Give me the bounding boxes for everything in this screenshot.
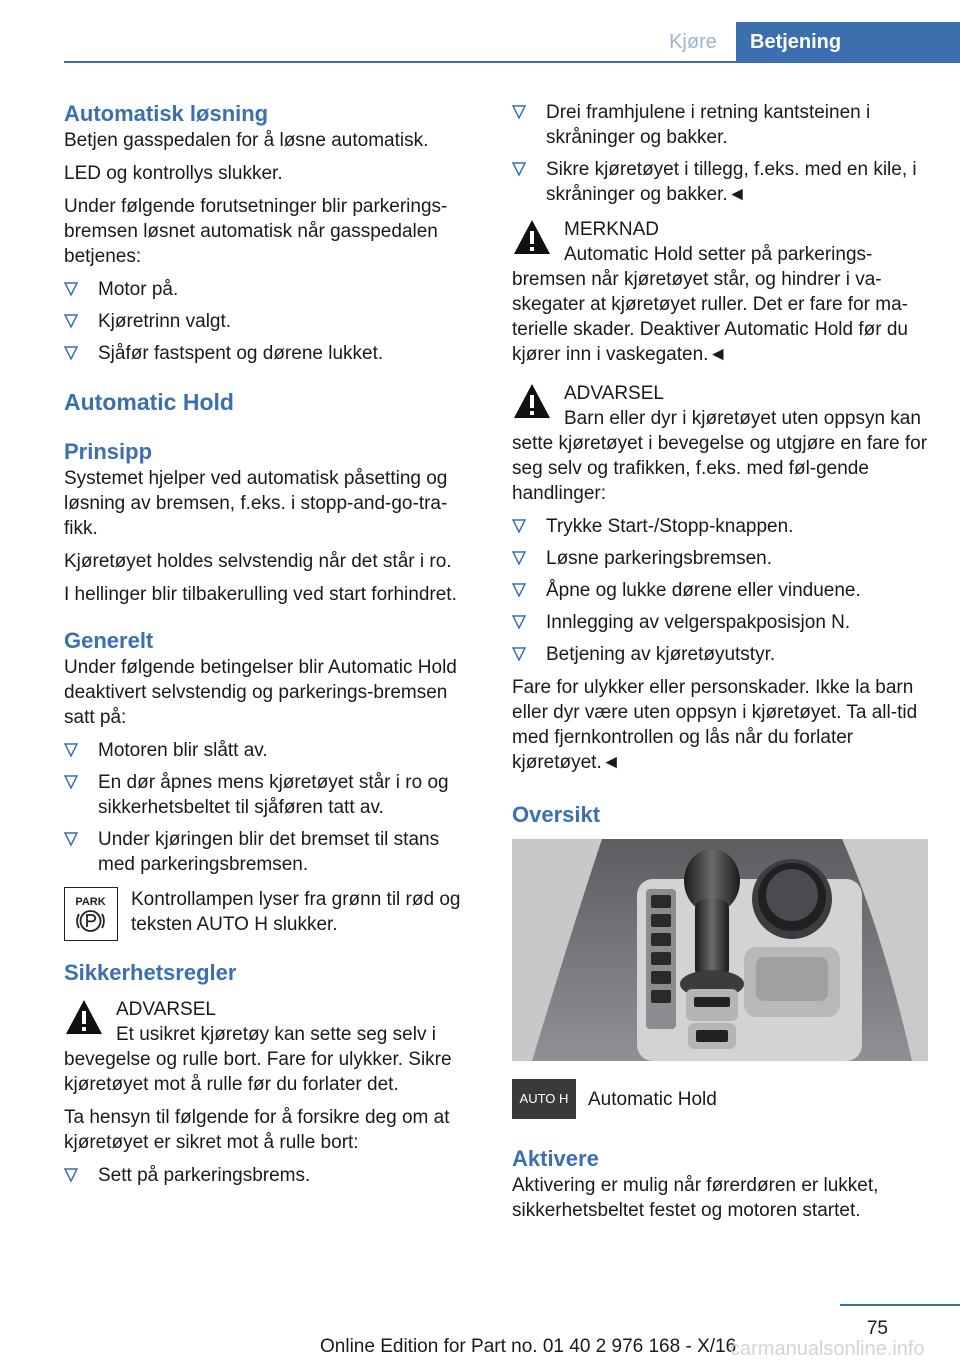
list-item-text: En dør åpnes mens kjøretøyet står i ro og sikkerhetsbeltet til sjåføren tatt av. — [98, 772, 449, 818]
warning-box — [64, 997, 480, 1097]
paragraph: Under følgende betingelser blir Automatic Hold deaktivert selvstendig og parkerings-bremsen satt på: — [64, 657, 457, 728]
bullet-list — [64, 1163, 480, 1188]
list-item-text: Åpne og lukke dørene eller vinduene. — [546, 580, 861, 601]
list-item-text: Motor på. — [98, 279, 179, 300]
park-indicator-text: Kontrollampen lyser fra grønn til rød og teksten AUTO H slukker. — [131, 889, 461, 935]
section-title-aktivere: Aktivere — [512, 1146, 599, 1171]
center-console-photo — [512, 839, 928, 1061]
auto-hold-button-icon: AUTO H — [512, 1079, 576, 1119]
notice-text: Automatic Hold setter på parkerings-bremsen når kjøretøyet står, og hindrer i va-skegater at kjøretøyet ruller. Det er fare for ma-terielle skader. Deaktiver Automatic Hold før du kjører inn i vaskegaten.◄ — [512, 244, 909, 365]
triangle-bullet-icon — [512, 550, 526, 566]
list-item — [64, 827, 480, 877]
list-item-text: Sikre kjøretøyet i tillegg, f.eks. med en kile, i skråninger og bakker.◄ — [546, 159, 917, 205]
list-item — [512, 578, 928, 603]
list-item — [64, 277, 480, 302]
notice-label: MERKNAD — [564, 219, 660, 240]
edition-text: Online Edition for Part no. 01 40 2 976 168 - X/16 — [320, 1336, 737, 1357]
list-item — [512, 157, 928, 207]
triangle-bullet-icon — [64, 742, 78, 758]
list-item — [64, 309, 480, 334]
list-item-text: Motoren blir slått av. — [98, 740, 268, 761]
section-title-automatisk-losning: Automatisk løsning — [64, 101, 269, 126]
paragraph: Aktivering er mulig når førerdøren er lukket, sikkerhetsbeltet festet og motoren startet. — [512, 1175, 879, 1221]
list-item — [512, 546, 928, 571]
triangle-bullet-icon — [512, 646, 526, 662]
list-item-text: Drei framhjulene i retning kantsteinen i skråninger og bakker. — [546, 102, 871, 148]
paragraph: I hellinger blir tilbakerulling ved start forhindret. — [64, 584, 457, 605]
auto-hold-indicator-row — [512, 1079, 928, 1119]
triangle-bullet-icon — [64, 1167, 78, 1183]
list-item-text: Innlegging av velgerspakposisjon N. — [546, 612, 851, 633]
park-indicator-row — [64, 887, 480, 941]
bullet-list — [512, 514, 928, 667]
triangle-bullet-icon — [512, 582, 526, 598]
header-rule — [64, 61, 960, 63]
triangle-bullet-icon — [64, 774, 78, 790]
list-item — [64, 738, 480, 763]
section-title-automatic-hold: Automatic Hold — [64, 389, 234, 415]
warning-triangle-icon — [512, 381, 552, 421]
list-item-text: Trykke Start-/Stopp-knappen. — [546, 516, 794, 537]
list-item-text: Kjøretrinn valgt. — [98, 311, 232, 332]
bullet-list — [512, 100, 928, 207]
tab-kjore[interactable]: Kjøre — [669, 31, 717, 53]
list-item-text: Sett på parkeringsbrems. — [98, 1165, 311, 1186]
svg-text:PARK: PARK — [75, 896, 106, 908]
list-item — [64, 341, 480, 366]
right-column — [512, 100, 928, 1231]
list-item-text: Under kjøringen blir det bremset til stans med parkeringsbremsen. — [98, 829, 440, 875]
list-item-text: Sjåfør fastspent og dørene lukket. — [98, 343, 384, 364]
list-item — [512, 514, 928, 539]
triangle-bullet-icon — [64, 831, 78, 847]
bullet-list — [64, 277, 480, 366]
section-title-generelt: Generelt — [64, 628, 154, 653]
watermark: carmanualsonline.info — [730, 1338, 925, 1360]
list-item — [512, 100, 928, 150]
paragraph: Kjøretøyet holdes selvstendig når det står i ro. — [64, 551, 452, 572]
auto-hold-caption: Automatic Hold — [588, 1089, 717, 1110]
footer-rule — [840, 1304, 960, 1306]
page-header — [0, 0, 960, 62]
warning-triangle-icon — [64, 997, 104, 1037]
section-title-sikkerhetsregler: Sikkerhetsregler — [64, 960, 237, 985]
park-brake-symbol — [65, 888, 116, 939]
paragraph: Under følgende forutsetninger blir parkerings-bremsen løsnet automatisk når gasspedalen betjenes: — [64, 196, 448, 267]
notice-box — [512, 217, 928, 367]
warning-triangle-icon — [512, 217, 552, 257]
triangle-bullet-icon — [512, 104, 526, 120]
left-column — [64, 100, 480, 1196]
list-item — [512, 642, 928, 667]
section-title-prinsipp: Prinsipp — [64, 439, 153, 464]
triangle-bullet-icon — [512, 518, 526, 534]
list-item — [64, 770, 480, 820]
paragraph: Ta hensyn til følgende for å forsikre deg om at kjøretøyet er sikret mot å rulle bort: — [64, 1107, 450, 1153]
section-title-oversikt: Oversikt — [512, 802, 601, 827]
warning-label: ADVARSEL — [564, 383, 664, 404]
warning-text: Barn eller dyr i kjøretøyet uten oppsyn kan sette kjøretøyet i bevegelse og utgjøre en fare for seg selv og trafikken, f.eks. med føl-gende handlinger: — [512, 408, 928, 504]
warning-box — [512, 381, 928, 506]
triangle-bullet-icon — [64, 281, 78, 297]
paragraph: Systemet hjelper ved automatisk påsetting og løsning av bremsen, f.eks. i stopp-and-go-tra-fikk. — [64, 468, 448, 539]
tab-betjening[interactable]: Betjening — [736, 22, 960, 62]
triangle-bullet-icon — [512, 161, 526, 177]
list-item-text: Løsne parkeringsbremsen. — [546, 548, 772, 569]
paragraph: Fare for ulykker eller personskader. Ikke la barn eller dyr være uten oppsyn i kjøretøyet. Ta all-tid med fjernkontrollen og lås når du forlater kjøretøyet.◄ — [512, 677, 918, 773]
warning-label: ADVARSEL — [116, 999, 216, 1020]
park-brake-icon — [64, 887, 118, 941]
warning-text: Et usikret kjøretøy kan sette seg selv i bevegelse og rulle bort. Fare for ulykker. Sikre kjøretøyet mot å rulle før du forlater det. — [64, 1024, 452, 1095]
list-item — [64, 1163, 480, 1188]
bullet-list — [64, 738, 480, 877]
paragraph: Betjen gasspedalen for å løsne automatisk. — [64, 130, 429, 151]
triangle-bullet-icon — [64, 345, 78, 361]
paragraph: LED og kontrollys slukker. — [64, 163, 283, 184]
page-number: 75 — [866, 1318, 888, 1339]
triangle-bullet-icon — [64, 313, 78, 329]
list-item — [512, 610, 928, 635]
list-item-text: Betjening av kjøretøyutstyr. — [546, 644, 776, 665]
triangle-bullet-icon — [512, 614, 526, 630]
